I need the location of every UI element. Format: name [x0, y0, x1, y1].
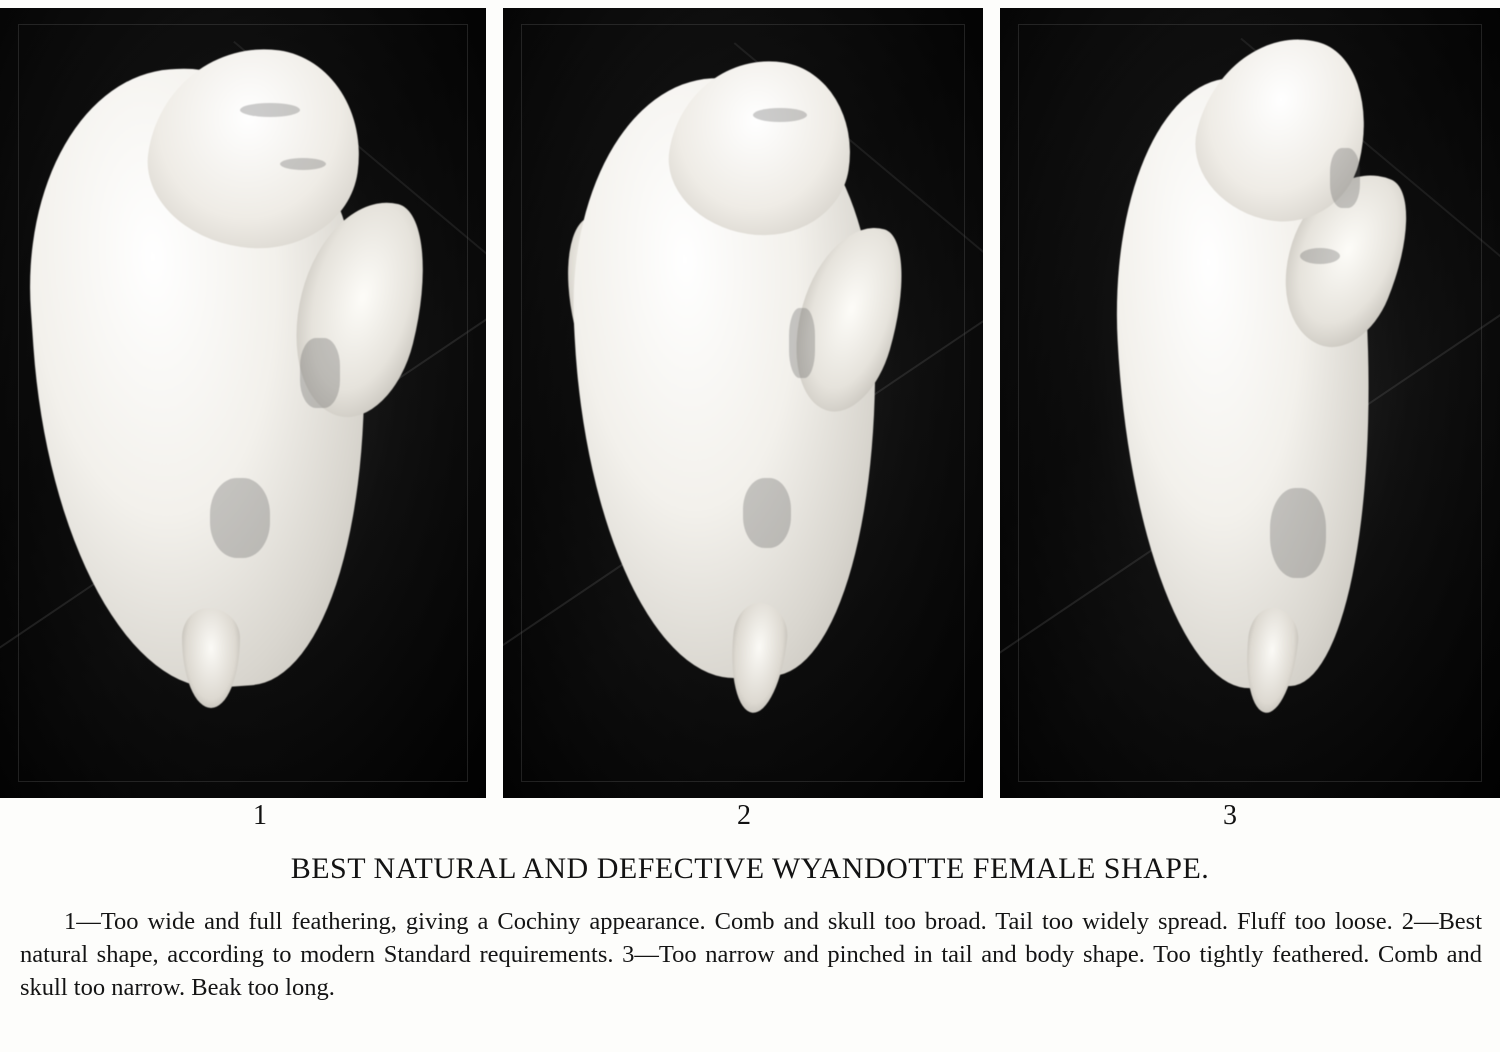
plumage-marking [1300, 248, 1340, 264]
plumage-marking [743, 478, 791, 548]
plate-caption [20, 905, 1482, 1004]
plate-title: BEST NATURAL AND DEFECTIVE WYANDOTTE FEMALE SHAPE. [290, 852, 1210, 885]
figure-photo-1 [0, 8, 486, 798]
figure-number-3: 3 [1223, 800, 1237, 831]
figure-number-row [0, 800, 1500, 840]
plumage-marking [789, 308, 815, 378]
plumage-marking [240, 103, 300, 117]
figure-number-1: 1 [253, 800, 267, 831]
plumage-marking [1330, 148, 1360, 208]
photo-plate [0, 8, 1500, 798]
plumage-marking [300, 338, 340, 408]
plumage-marking [753, 108, 807, 122]
figure-number-2: 2 [737, 800, 751, 831]
figure-photo-2 [503, 8, 983, 798]
plumage-marking [280, 158, 326, 170]
plumage-marking [1270, 488, 1326, 578]
plumage-marking [210, 478, 270, 558]
caption-text: 1—Too wide and full feathering, giving a Cochiny appearance. Comb and skull too broad. Tail too widely spread. Fluff too loose. 2—Best natural shape, according to modern Standard requirements. 3—Too narrow and pinched in tail and body shape. Too tightly feathered. Comb and skull too narrow. Beak too long. [20, 908, 1482, 1001]
figure-photo-3 [1000, 8, 1500, 798]
